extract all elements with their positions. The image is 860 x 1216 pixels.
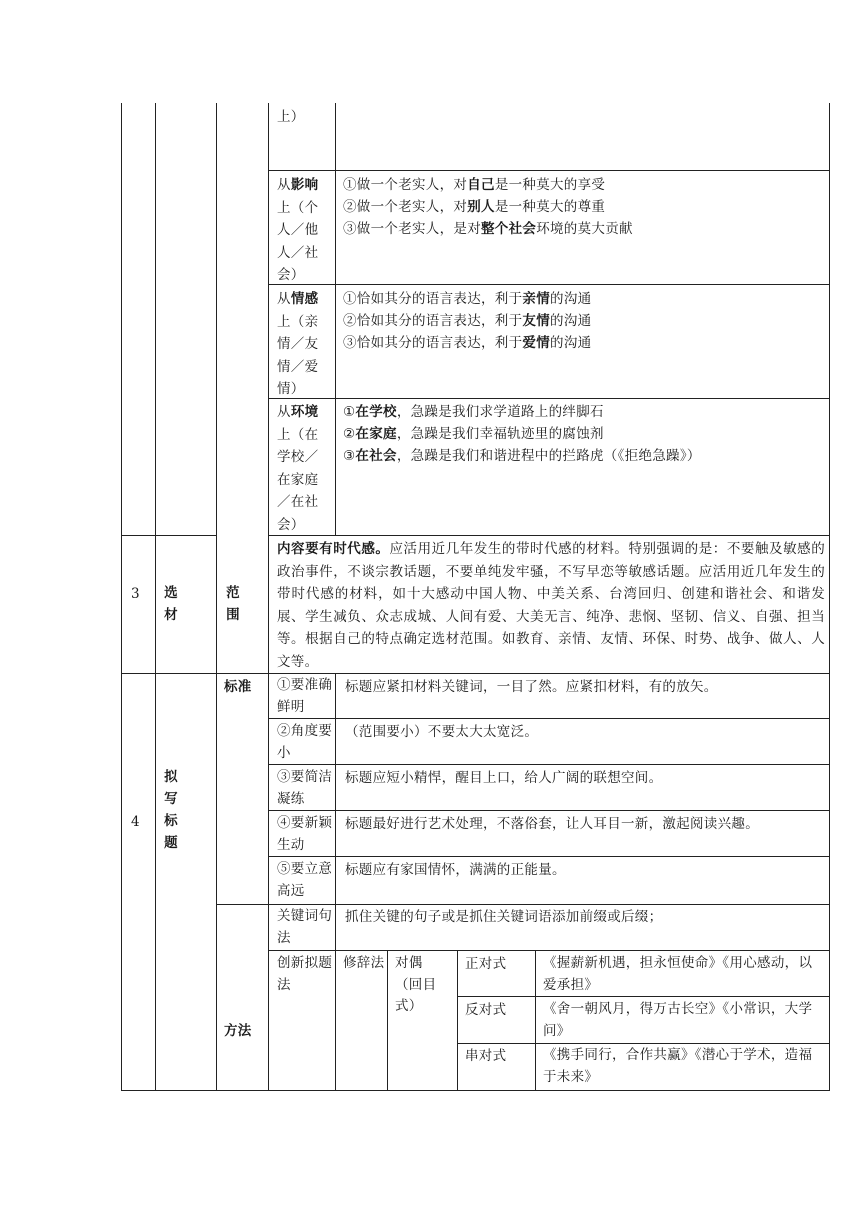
aspect-label-emotion: 从情感上（亲情／友情／爱情） [277, 291, 319, 397]
aspect-item: ③做一个老实人，是对整个社会环境的莫大贡献 [343, 221, 633, 237]
row-line [216, 904, 830, 905]
col-divider-type [535, 950, 536, 1090]
standard-desc: 标题应有家国情怀，满满的正能量。 [345, 862, 566, 878]
section-title-3: 选材 [164, 585, 178, 623]
couplet-example: 《携手同行，合作共赢》《潜心于学术，造福于未来》 [543, 1047, 813, 1085]
standard-name: ②角度要小 [277, 723, 333, 761]
col-divider-couplet [457, 950, 458, 1090]
col-divider-aspect [335, 103, 336, 535]
row-line [268, 284, 830, 285]
row-line [268, 170, 830, 171]
row-line [268, 810, 830, 811]
rhetoric-label: 修辞法 [343, 955, 385, 971]
aspect-label-environment: 从环境上（在学校／在家庭／在社会） [277, 404, 319, 533]
aspect-item: ①在学校，急躁是我们求学道路上的绊脚石 [343, 404, 604, 420]
section-title-4: 拟写标题 [164, 769, 178, 851]
standard-name: ①要准确鲜明 [277, 677, 333, 715]
aspect-item: ②在家庭，急躁是我们幸福轨迹里的腐蚀剂 [343, 426, 604, 442]
couplet-example: 《舍一朝风月，得万古长空》《小常识，大学问》 [543, 1001, 813, 1039]
row-line [121, 535, 216, 536]
method-name: 关键词句法 [277, 908, 333, 946]
col-divider-title [216, 103, 217, 1090]
row-line [268, 718, 830, 719]
section-subtitle-3: 范围 [226, 585, 240, 623]
continued-cell-text: 上） [277, 109, 305, 125]
method-label: 方法 [224, 1023, 252, 1039]
couplet-label: 对偶（回目式） [395, 955, 437, 1014]
table-border-right [829, 103, 830, 1090]
standard-name: ③要简洁凝练 [277, 769, 333, 807]
aspect-item: ③恰如其分的语言表达，利于爱情的沟通 [343, 335, 592, 351]
aspect-item: ①做一个老实人，对自己是一种莫大的享受 [343, 177, 606, 193]
row-line [268, 856, 830, 857]
couplet-type: 反对式 [465, 1002, 507, 1018]
standard-name: ④要新颖生动 [277, 815, 333, 853]
row-line [268, 764, 830, 765]
standard-desc: 标题应短小精悍，醒目上口，给人广阔的联想空间。 [345, 770, 663, 786]
row-line [457, 996, 830, 997]
row-line [268, 535, 830, 536]
row-line [457, 1043, 830, 1044]
aspect-item: ③在社会，急躁是我们和谐进程中的拦路虎（《拒绝急躁》） [343, 448, 701, 464]
aspect-item: ②恰如其分的语言表达，利于友情的沟通 [343, 313, 592, 329]
col-divider-number [155, 103, 156, 1090]
row-line [268, 950, 830, 951]
table-border-left [121, 103, 122, 1090]
aspect-label-influence: 从影响上（个人／他人／社会） [277, 177, 319, 283]
range-description: 内容要有时代感。应活用近几年发生的带时代感的材料。特别强调的是：不要触及敏感的政治事件，不谈宗教话题，不要单纯发牢骚，不写早恋等敏感话题。应活用近几年发生的带时代感的材料，如十大感动中国人物、中美关系、台湾回归、创建和谐社会、和谐发展、学生减负、众志成城、人间有爱、大美无言、纯净、悲悯、坚韧、信义、自强、担当等。根据自己的特点确定选材范围。如教育、亲情、友情、环保、时势、战争、做人、人文等。 [277, 541, 825, 670]
row-line [268, 398, 830, 399]
standard-desc: 标题应紧扣材料关键词，一目了然。应紧扣材料，有的放矢。 [345, 679, 718, 695]
standard-desc: （范围要小）不要太大太宽泛。 [345, 724, 539, 740]
couplet-type: 正对式 [465, 956, 507, 972]
section-number-4: 4 [131, 814, 140, 830]
standard-name: ⑤要立意高远 [277, 861, 333, 899]
col-divider-rhetoric [387, 950, 388, 1090]
standard-desc: 标题最好进行艺术处理，不落俗套，让人耳目一新，激起阅读兴趣。 [345, 816, 759, 832]
col-divider-sub [268, 103, 269, 1090]
table-border-bottom [121, 1090, 830, 1091]
couplet-example: 《握薪新机遇，担永恒使命》《用心感动，以爱承担》 [543, 955, 813, 993]
section-number-3: 3 [131, 586, 140, 602]
aspect-item: ②做一个老实人，对别人是一种莫大的尊重 [343, 199, 606, 215]
method-desc: 抓住关键的句子或是抓住关键词语添加前缀或后缀； [345, 909, 663, 925]
method-name: 创新拟题法 [277, 955, 333, 993]
aspect-item: ①恰如其分的语言表达，利于亲情的沟通 [343, 291, 592, 307]
standard-label: 标准 [224, 679, 252, 695]
couplet-type: 串对式 [465, 1048, 507, 1064]
col-divider-aspect-4 [335, 673, 336, 1090]
